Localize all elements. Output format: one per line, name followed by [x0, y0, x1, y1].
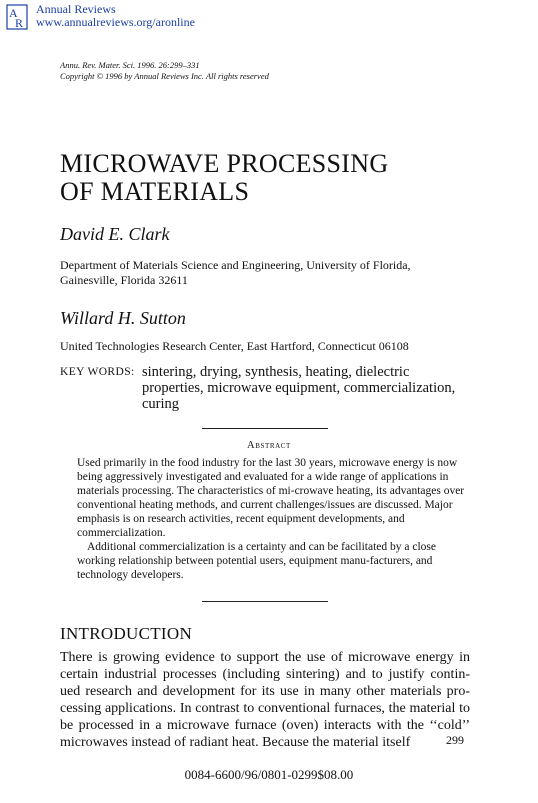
- keywords-line: sintering, drying, synthesis, heating, dielectric: [142, 364, 410, 380]
- introduction-text: There is growing evidence to support the use of microwave energy in certain industrial processes (including sintering) and to justify contin-ued research and development for its use in many other materials pro-cessing applications. In contrast to conventional furnaces, the material to be processed in a microwave furnace (oven) interacts with the ‘‘cold’’ microwaves instead of radiant heat. Because the material itself: [60, 650, 470, 750]
- abstract-body: [77, 456, 470, 582]
- annual-reviews-header: [36, 3, 195, 29]
- svg-text:R: R: [15, 16, 24, 30]
- author-2-affiliation: [60, 339, 470, 354]
- keywords-line: curing: [142, 396, 180, 412]
- page-number: 299: [446, 733, 464, 747]
- author-1-affiliation: [60, 258, 470, 288]
- abstract-heading: Abstract: [247, 440, 291, 451]
- abstract-paragraph-2: Additional commercialization is a certainty and can be facilitated by a close working relationship between potential users, equipment manu-facturers, and technology developers.: [77, 541, 437, 581]
- author-1-name: David E. Clark: [60, 224, 170, 244]
- abstract-paragraph-1: Used primarily in the food industry for the last 30 years, microwave energy is now being aggressively investigated and evaluated for a wide range of applications in materials processing. The characteristics of mi-crowave heating, its advantages over conventional heating methods, and current challenges/issues are discussed. Major emphasis is on research activities, recent equipment developments, and commercialization.: [77, 457, 465, 539]
- copyright-line: Copyright © 1996 by Annual Reviews Inc. All rights reserved: [60, 71, 269, 81]
- citation: [60, 60, 269, 82]
- affiliation-line: Department of Materials Science and Engineering, University of Florida,: [60, 258, 411, 272]
- affiliation-line: United Technologies Research Center, East Hartford, Connecticut 06108: [60, 339, 409, 353]
- svg-text:A: A: [9, 6, 18, 20]
- title-line-1: MICROWAVE PROCESSING: [60, 149, 389, 178]
- publisher-link[interactable]: Annual Reviews: [36, 2, 116, 16]
- keywords-line: properties, microwave equipment, commercialization,: [142, 380, 456, 396]
- title-line-2: OF MATERIALS: [60, 177, 250, 206]
- paper-title: [60, 150, 388, 206]
- affiliation-line: Gainesville, Florida 32611: [60, 273, 188, 287]
- citation-line-1: Annu. Rev. Mater. Sci. 1996. 26:299–331: [60, 60, 200, 70]
- keywords-list: [142, 364, 482, 412]
- annual-reviews-logo-icon: [6, 4, 28, 30]
- top-divider: [202, 428, 328, 429]
- introduction-heading: INTRODUCTION: [60, 624, 193, 643]
- keywords-label: KEY WORDS:: [60, 366, 135, 378]
- author-2-name: Willard H. Sutton: [60, 308, 186, 328]
- bottom-divider: [202, 601, 328, 602]
- article-code: 0084-6600/96/0801-0299$08.00: [184, 767, 354, 782]
- publisher-url-link[interactable]: www.annualreviews.org/aronline: [36, 15, 195, 29]
